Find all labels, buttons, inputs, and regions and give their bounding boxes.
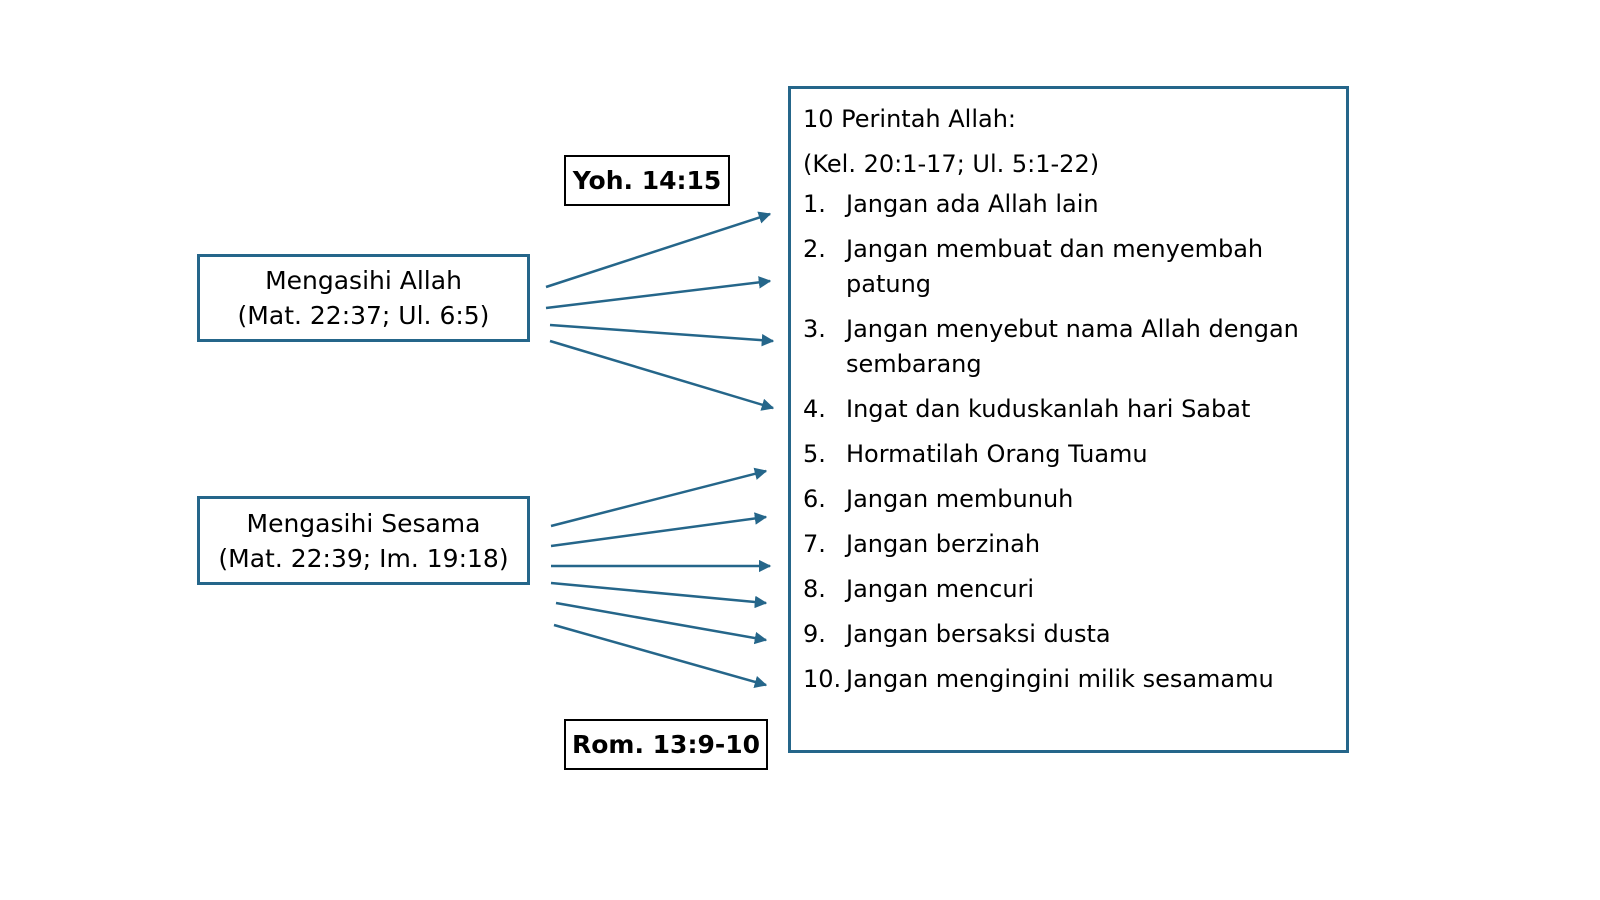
- commandment-item-6: [803, 482, 1334, 517]
- commandment-number: 4.: [803, 395, 826, 423]
- arrow-neighbor-to-cmd-6: [551, 517, 766, 546]
- commandment-text: Jangan mengingini milik sesamamu: [846, 665, 1274, 693]
- commandment-item-5: [803, 437, 1334, 472]
- commandment-text: Jangan mencuri: [846, 575, 1035, 603]
- arrow-god-to-cmd-4: [550, 341, 773, 408]
- commandment-item-8: [803, 572, 1334, 607]
- commandment-text: Hormatilah Orang Tuamu: [846, 440, 1148, 468]
- commandment-number: 7.: [803, 530, 826, 558]
- commandments-title: 10 Perintah Allah:: [803, 105, 1017, 133]
- arrow-god-to-cmd-2: [546, 281, 770, 308]
- commandment-text: Jangan berzinah: [846, 530, 1041, 558]
- commandment-text: Jangan bersaksi dusta: [846, 620, 1111, 648]
- commandment-item-4: [803, 392, 1334, 427]
- commandment-text: Jangan membuat dan menyembah patung: [846, 235, 1264, 298]
- arrow-god-to-cmd-1: [546, 214, 770, 287]
- commandment-text: Jangan ada Allah lain: [846, 190, 1099, 218]
- commandment-item-9: [803, 617, 1334, 652]
- love-god-box: [197, 254, 530, 342]
- reference-top-box: [564, 155, 730, 206]
- reference-top-label: Yoh. 14:15: [572, 166, 722, 195]
- commandment-number: 9.: [803, 620, 826, 648]
- commandment-text: Jangan menyebut nama Allah dengan sembarang: [846, 315, 1299, 378]
- commandment-number: 1.: [803, 190, 826, 218]
- love-neighbor-title: Mengasihi Sesama: [246, 508, 481, 538]
- love-god-ref: (Mat. 22:37; Ul. 6:5): [237, 301, 490, 330]
- commandment-number: 8.: [803, 575, 826, 603]
- commandment-text: Ingat dan kuduskanlah hari Sabat: [846, 395, 1251, 423]
- commandment-item-7: [803, 527, 1334, 562]
- arrow-neighbor-to-cmd-5: [551, 471, 766, 526]
- commandment-number: 6.: [803, 485, 826, 513]
- reference-bottom-box: [564, 719, 768, 770]
- arrow-god-to-cmd-3: [550, 325, 773, 341]
- commandment-item-1: [803, 187, 1334, 222]
- love-neighbor-box: [197, 496, 530, 585]
- commandments-list: [803, 187, 1334, 697]
- commandment-item-2: [803, 232, 1334, 302]
- commandment-number: 5.: [803, 440, 826, 468]
- love-god-title: Mengasihi Allah: [265, 266, 462, 295]
- arrow-neighbor-to-cmd-8: [551, 583, 766, 603]
- commandment-number: 10.: [803, 665, 842, 693]
- commandment-number: 2.: [803, 235, 826, 263]
- reference-bottom-label: Rom. 13:9-10: [571, 730, 761, 759]
- commandment-item-10: [803, 662, 1334, 697]
- commandment-item-3: [803, 312, 1334, 382]
- commandment-number: 3.: [803, 315, 826, 343]
- commandments-subtitle: (Kel. 20:1-17; Ul. 5:1-22): [803, 150, 1100, 178]
- commandment-text: Jangan membunuh: [846, 485, 1074, 513]
- ten-commandments-box: [788, 86, 1349, 753]
- love-neighbor-ref: (Mat. 22:39; Im. 19:18): [218, 543, 509, 573]
